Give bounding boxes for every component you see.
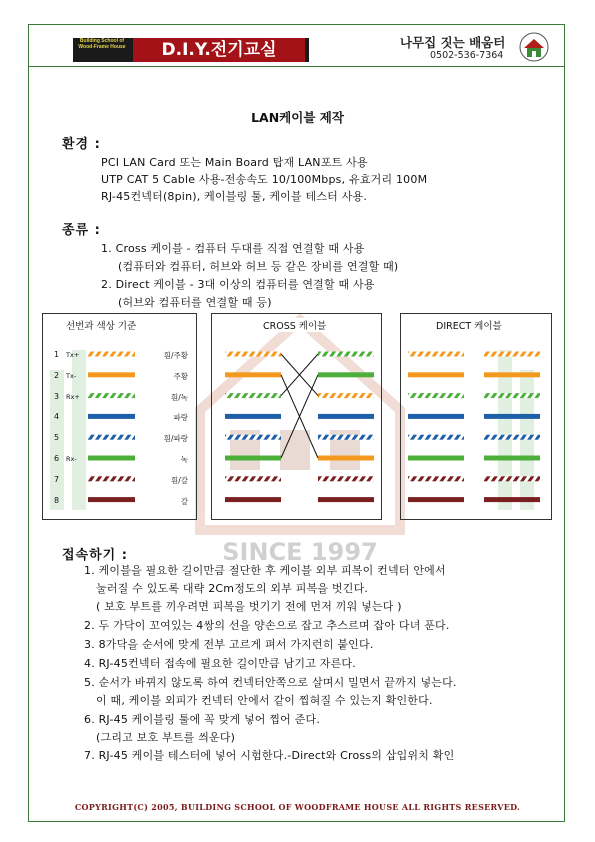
wire-direct <box>408 435 464 440</box>
pin-number: 5 <box>54 433 60 443</box>
connect-step-line: 3. 8가닥을 순서에 맞게 전부 고르게 펴서 가지런히 붙인다. <box>84 638 374 651</box>
wire-standard <box>88 372 135 377</box>
wire-cross <box>225 372 281 377</box>
types-line: 1. Cross 케이블 - 컴퓨터 두대를 직접 연결할 때 사용 <box>101 242 365 255</box>
wire-cross <box>318 352 374 357</box>
pin-number: 8 <box>54 495 60 505</box>
watermark-text: SINCE 1997 <box>222 538 378 566</box>
wire-cross <box>318 414 374 419</box>
pin-color-label: 흰/갈 <box>170 475 188 485</box>
wire-cross <box>318 393 374 398</box>
pin-number: 7 <box>54 474 60 484</box>
pin-color-label: 흰/주황 <box>163 351 188 360</box>
wire-standard <box>88 352 135 357</box>
types-heading: 종류 : <box>62 223 101 238</box>
wire-cross <box>225 456 281 461</box>
env-line: RJ-45컨넥터(8pin), 케이블링 툴, 케이블 테스터 사용. <box>101 190 368 203</box>
wire-direct <box>484 372 540 377</box>
wire-cross <box>225 414 281 419</box>
pin-signal: Rx- <box>66 455 77 463</box>
pin-color-label: 녹 <box>180 455 188 464</box>
types-line: 2. Direct 케이블 - 3대 이상의 컴퓨터를 연결할 때 사용 <box>101 278 375 291</box>
wire-cross <box>225 352 281 357</box>
wire-direct <box>408 352 464 357</box>
wire-cross <box>318 435 374 440</box>
connect-step-line: 5. 순서가 바뀌지 않도록 하여 컨넥터안쪽으로 살며시 밀면서 끝까지 넣는다. <box>84 676 457 689</box>
logo-subtitle: Building School of Wood-Frame House <box>78 38 126 50</box>
document-title: LAN케이블 제작 <box>251 110 344 125</box>
pin-signal: Tx- <box>66 371 77 380</box>
wire-cross <box>318 372 374 377</box>
connect-step-line: ( 보호 부트를 끼우려면 피복을 벗기기 전에 먼저 끼워 넣는다 ) <box>96 600 402 613</box>
wire-direct <box>484 414 540 419</box>
pin-number: 2 <box>54 370 60 380</box>
connect-step-line: 2. 두 가닥이 꼬여있는 4쌍의 선을 양손으로 잡고 추스르며 잡아 다녀 푼다. <box>84 619 450 632</box>
env-line: UTP CAT 5 Cable 사용-전송속도 10/100Mbps, 유효거리 100M <box>101 173 428 186</box>
wire-cross <box>318 476 374 481</box>
pin-number: 3 <box>54 391 60 401</box>
wire-standard <box>88 435 135 440</box>
pin-signal: Rx+ <box>66 392 80 401</box>
wire-cross <box>225 393 281 398</box>
logo-title: D.I.Y.전기교실 <box>133 38 305 62</box>
panel-title-cross: CROSS 케이블 <box>259 318 330 332</box>
pin-number: 1 <box>54 350 60 359</box>
pin-number: 4 <box>54 412 60 422</box>
wire-direct <box>408 372 464 377</box>
wire-cross <box>225 497 281 502</box>
wire-cross <box>225 435 281 440</box>
wire-direct <box>408 497 464 502</box>
pin-color-label: 흰/녹 <box>170 392 188 402</box>
types-line: (컴퓨터와 컴퓨터, 허브와 허브 등 같은 장비를 연결할 때) <box>118 260 399 273</box>
pin-color-label: 파랑 <box>173 413 188 423</box>
wire-direct <box>484 456 540 461</box>
pin-number: 6 <box>54 454 60 463</box>
wire-direct <box>408 414 464 419</box>
connect-heading: 접속하기 : <box>62 548 128 563</box>
wire-standard <box>88 497 135 502</box>
shop-name: 나무집 짓는 배움터 <box>400 35 506 50</box>
wire-direct <box>484 476 540 481</box>
wire-cross <box>318 456 374 461</box>
panel-title-direct: DIRECT 케이블 <box>432 318 506 332</box>
connect-step-line: (그리고 보호 부트를 씌운다) <box>96 731 236 744</box>
connect-step-line: 7. RJ-45 케이블 테스터에 넣어 시험한다.-Direct와 Cross의 삽입위치 확인 <box>84 749 455 762</box>
shop-phone: 0502-536-7364 <box>430 50 504 61</box>
connect-step-line: 4. RJ-45컨넥터 접속에 필요한 길이만큼 남기고 자른다. <box>84 657 356 670</box>
pin-color-label: 갈 <box>180 496 188 506</box>
wire-direct <box>484 352 540 357</box>
wire-standard <box>88 456 135 461</box>
wire-direct <box>408 456 464 461</box>
copyright: COPYRIGHT(C) 2005, BUILDING SCHOOL OF WOODFRAME HOUSE ALL RIGHTS RESERVED. <box>74 802 521 812</box>
connect-step-line: 이 때, 케이블 외피가 컨넥터 안에서 같이 찝혀질 수 있는지 확인한다. <box>96 694 433 707</box>
wire-standard <box>88 393 135 398</box>
env-heading: 환경 : <box>62 137 101 152</box>
panel-title-standard: 선번과 색상 기준 <box>62 318 140 332</box>
wire-cross <box>318 497 374 502</box>
wire-direct <box>484 435 540 440</box>
pin-color-label: 주황 <box>173 371 188 381</box>
connect-step-line: 눌러질 수 있도록 대략 2Cm정도의 외부 피복을 벗긴다. <box>96 582 369 595</box>
pin-signal: Tx+ <box>66 351 80 359</box>
pin-color-label: 흰/파랑 <box>163 434 188 444</box>
connect-step-line: 6. RJ-45 케이블링 툴에 꼭 맞게 넣어 찝어 준다. <box>84 713 321 726</box>
wire-direct <box>484 393 540 398</box>
wire-direct <box>408 476 464 481</box>
wire-direct <box>408 393 464 398</box>
wire-cross <box>225 476 281 481</box>
wire-standard <box>88 414 135 419</box>
wire-direct <box>484 497 540 502</box>
wire-standard <box>88 476 135 481</box>
env-line: PCI LAN Card 또는 Main Board 탑재 LAN포트 사용 <box>101 156 368 169</box>
types-line: (허브와 컴퓨터를 연결할 때 등) <box>118 296 272 309</box>
connect-step-line: 1. 케이블을 필요한 길이만큼 절단한 후 케이블 외부 피복이 컨넥터 안에서 <box>84 564 446 577</box>
